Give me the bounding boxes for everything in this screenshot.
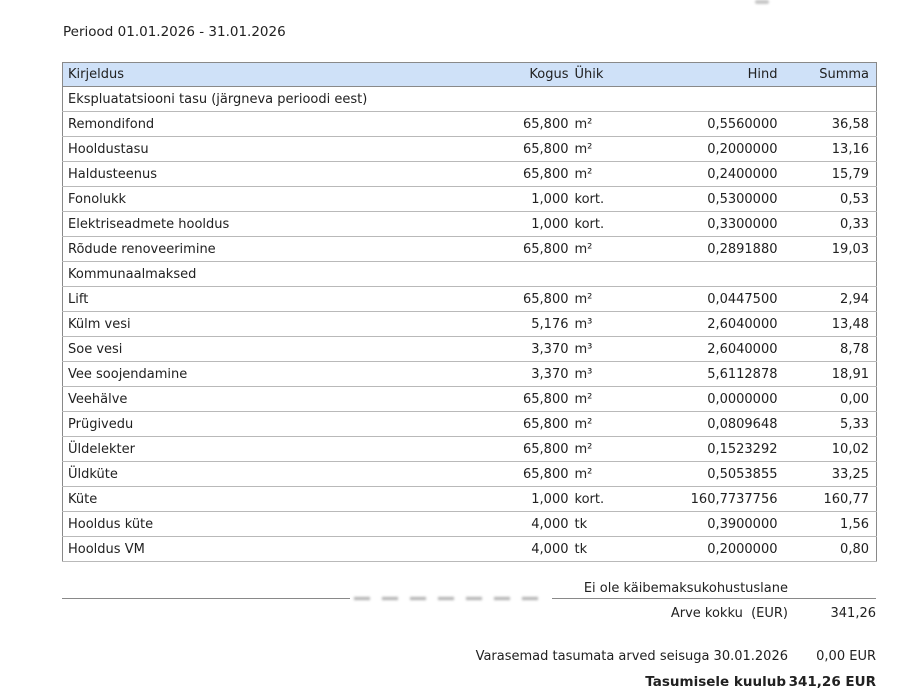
cell-summa: 10,02 [778, 437, 877, 462]
cell-hind: 0,0000000 [634, 387, 778, 412]
cell-yhik: m³ [569, 312, 634, 337]
cell-kogus [373, 87, 569, 112]
cell-hind: 0,5300000 [634, 187, 778, 212]
cell-kogus: 65,800 [373, 387, 569, 412]
period-label: Periood 01.01.2026 - 31.01.2026 [63, 24, 286, 40]
cell-summa: 19,03 [778, 237, 877, 262]
cell-kirjeldus: Vee soojendamine [63, 362, 373, 387]
column-header-kogus: Kogus [373, 63, 569, 87]
cell-yhik: m² [569, 387, 634, 412]
cell-hind: 5,6112878 [634, 362, 778, 387]
cell-kogus [373, 262, 569, 287]
cell-kogus: 4,000 [373, 537, 569, 562]
invoice-total-row [62, 606, 876, 621]
cell-kogus: 4,000 [373, 512, 569, 537]
cell-kirjeldus: Haldusteenus [63, 162, 373, 187]
cell-kirjeldus: Hooldus küte [63, 512, 373, 537]
cell-kirjeldus: Prügivedu [63, 412, 373, 437]
cell-kirjeldus: Remondifond [63, 112, 373, 137]
previous-unpaid-value: 0,00 EUR [816, 649, 876, 664]
cell-kogus: 65,800 [373, 287, 569, 312]
amount-due-row [62, 674, 876, 690]
cell-kirjeldus: Hooldustasu [63, 137, 373, 162]
cell-summa: 0,33 [778, 212, 877, 237]
cell-kirjeldus: Rõdude renoveerimine [63, 237, 373, 262]
table-row [63, 162, 877, 187]
table-row [63, 387, 877, 412]
cell-summa: 13,16 [778, 137, 877, 162]
cell-summa [778, 87, 877, 112]
cell-summa: 1,56 [778, 512, 877, 537]
previous-unpaid-label: Varasemad tasumata arved seisuga 30.01.2026 [475, 649, 788, 664]
cell-yhik [569, 262, 634, 287]
table-row [63, 212, 877, 237]
cell-kirjeldus: Soe vesi [63, 337, 373, 362]
cell-hind: 0,2000000 [634, 137, 778, 162]
cell-yhik: m² [569, 287, 634, 312]
previous-unpaid-row [62, 649, 876, 664]
redaction-blur [350, 590, 552, 606]
cell-hind: 160,7737756 [634, 487, 778, 512]
cell-kirjeldus: Elektriseadmete hooldus [63, 212, 373, 237]
table-row [63, 87, 877, 112]
cell-summa: 2,94 [778, 287, 877, 312]
cell-hind [634, 87, 778, 112]
column-header-yhik: Ühik [569, 63, 634, 87]
cell-kogus: 3,370 [373, 362, 569, 387]
table-row [63, 462, 877, 487]
cell-hind: 0,5053855 [634, 462, 778, 487]
table-row [63, 262, 877, 287]
cell-hind: 0,0809648 [634, 412, 778, 437]
cell-hind: 0,2400000 [634, 162, 778, 187]
table-row [63, 287, 877, 312]
cell-kirjeldus: Üldküte [63, 462, 373, 487]
invoice-total-value: 341,26 [830, 606, 876, 621]
cell-yhik: m² [569, 137, 634, 162]
amount-due-value: 341,26 EUR [788, 674, 876, 690]
invoice-table-body [63, 87, 877, 562]
cell-hind [634, 262, 778, 287]
invoice-table [62, 62, 877, 562]
page-edge-artifact [755, 0, 769, 4]
cell-yhik: m² [569, 462, 634, 487]
cell-kogus: 65,800 [373, 237, 569, 262]
cell-hind: 0,3300000 [634, 212, 778, 237]
cell-hind: 0,0447500 [634, 287, 778, 312]
cell-summa: 0,53 [778, 187, 877, 212]
invoice-total-label: Arve kokku (EUR) [670, 606, 788, 621]
cell-yhik: m³ [569, 362, 634, 387]
cell-yhik: tk [569, 537, 634, 562]
table-row [63, 337, 877, 362]
cell-summa: 0,80 [778, 537, 877, 562]
cell-yhik: m² [569, 237, 634, 262]
cell-kirjeldus: Fonolukk [63, 187, 373, 212]
cell-kirjeldus: Küte [63, 487, 373, 512]
column-header-summa: Summa [778, 63, 877, 87]
table-row [63, 437, 877, 462]
cell-summa: 13,48 [778, 312, 877, 337]
cell-hind: 0,1523292 [634, 437, 778, 462]
column-header-kirjeldus: Kirjeldus [63, 63, 373, 87]
cell-kogus: 3,370 [373, 337, 569, 362]
cell-kirjeldus: Ekspluatatsiooni tasu (järgneva perioodi eest) [63, 87, 373, 112]
cell-kogus: 1,000 [373, 187, 569, 212]
cell-hind: 2,6040000 [634, 337, 778, 362]
cell-summa: 33,25 [778, 462, 877, 487]
cell-yhik: m² [569, 112, 634, 137]
cell-kirjeldus: Lift [63, 287, 373, 312]
cell-kogus: 65,800 [373, 112, 569, 137]
cell-yhik: kort. [569, 187, 634, 212]
cell-hind: 0,2000000 [634, 537, 778, 562]
cell-kogus: 5,176 [373, 312, 569, 337]
table-row [63, 362, 877, 387]
cell-kogus: 65,800 [373, 137, 569, 162]
vat-note: Ei ole käibemaksukohustuslane [62, 581, 876, 599]
cell-kogus: 65,800 [373, 412, 569, 437]
table-row [63, 312, 877, 337]
table-row [63, 487, 877, 512]
table-row [63, 112, 877, 137]
table-row [63, 412, 877, 437]
column-header-hind: Hind [634, 63, 778, 87]
cell-yhik: tk [569, 512, 634, 537]
table-row [63, 237, 877, 262]
cell-kirjeldus: Hooldus VM [63, 537, 373, 562]
cell-hind: 0,5560000 [634, 112, 778, 137]
cell-kirjeldus: Kommunaalmaksed [63, 262, 373, 287]
cell-summa: 160,77 [778, 487, 877, 512]
cell-hind: 0,2891880 [634, 237, 778, 262]
cell-kogus: 1,000 [373, 212, 569, 237]
cell-yhik: m² [569, 437, 634, 462]
table-row [63, 512, 877, 537]
cell-summa: 0,00 [778, 387, 877, 412]
cell-yhik [569, 87, 634, 112]
header-row [63, 63, 877, 87]
cell-hind: 2,6040000 [634, 312, 778, 337]
cell-summa [778, 262, 877, 287]
invoice-table-header [63, 63, 877, 87]
cell-summa: 36,58 [778, 112, 877, 137]
cell-yhik: kort. [569, 212, 634, 237]
cell-kogus: 65,800 [373, 462, 569, 487]
cell-kirjeldus: Külm vesi [63, 312, 373, 337]
table-row [63, 137, 877, 162]
cell-summa: 5,33 [778, 412, 877, 437]
cell-yhik: kort. [569, 487, 634, 512]
cell-summa: 15,79 [778, 162, 877, 187]
amount-due-label: Tasumisele kuulub [645, 674, 786, 690]
cell-kogus: 65,800 [373, 437, 569, 462]
cell-yhik: m³ [569, 337, 634, 362]
cell-kogus: 65,800 [373, 162, 569, 187]
cell-summa: 8,78 [778, 337, 877, 362]
table-row [63, 187, 877, 212]
cell-kirjeldus: Veehälve [63, 387, 373, 412]
cell-summa: 18,91 [778, 362, 877, 387]
cell-hind: 0,3900000 [634, 512, 778, 537]
cell-yhik: m² [569, 412, 634, 437]
cell-yhik: m² [569, 162, 634, 187]
cell-kirjeldus: Üldelekter [63, 437, 373, 462]
table-row [63, 537, 877, 562]
cell-kogus: 1,000 [373, 487, 569, 512]
